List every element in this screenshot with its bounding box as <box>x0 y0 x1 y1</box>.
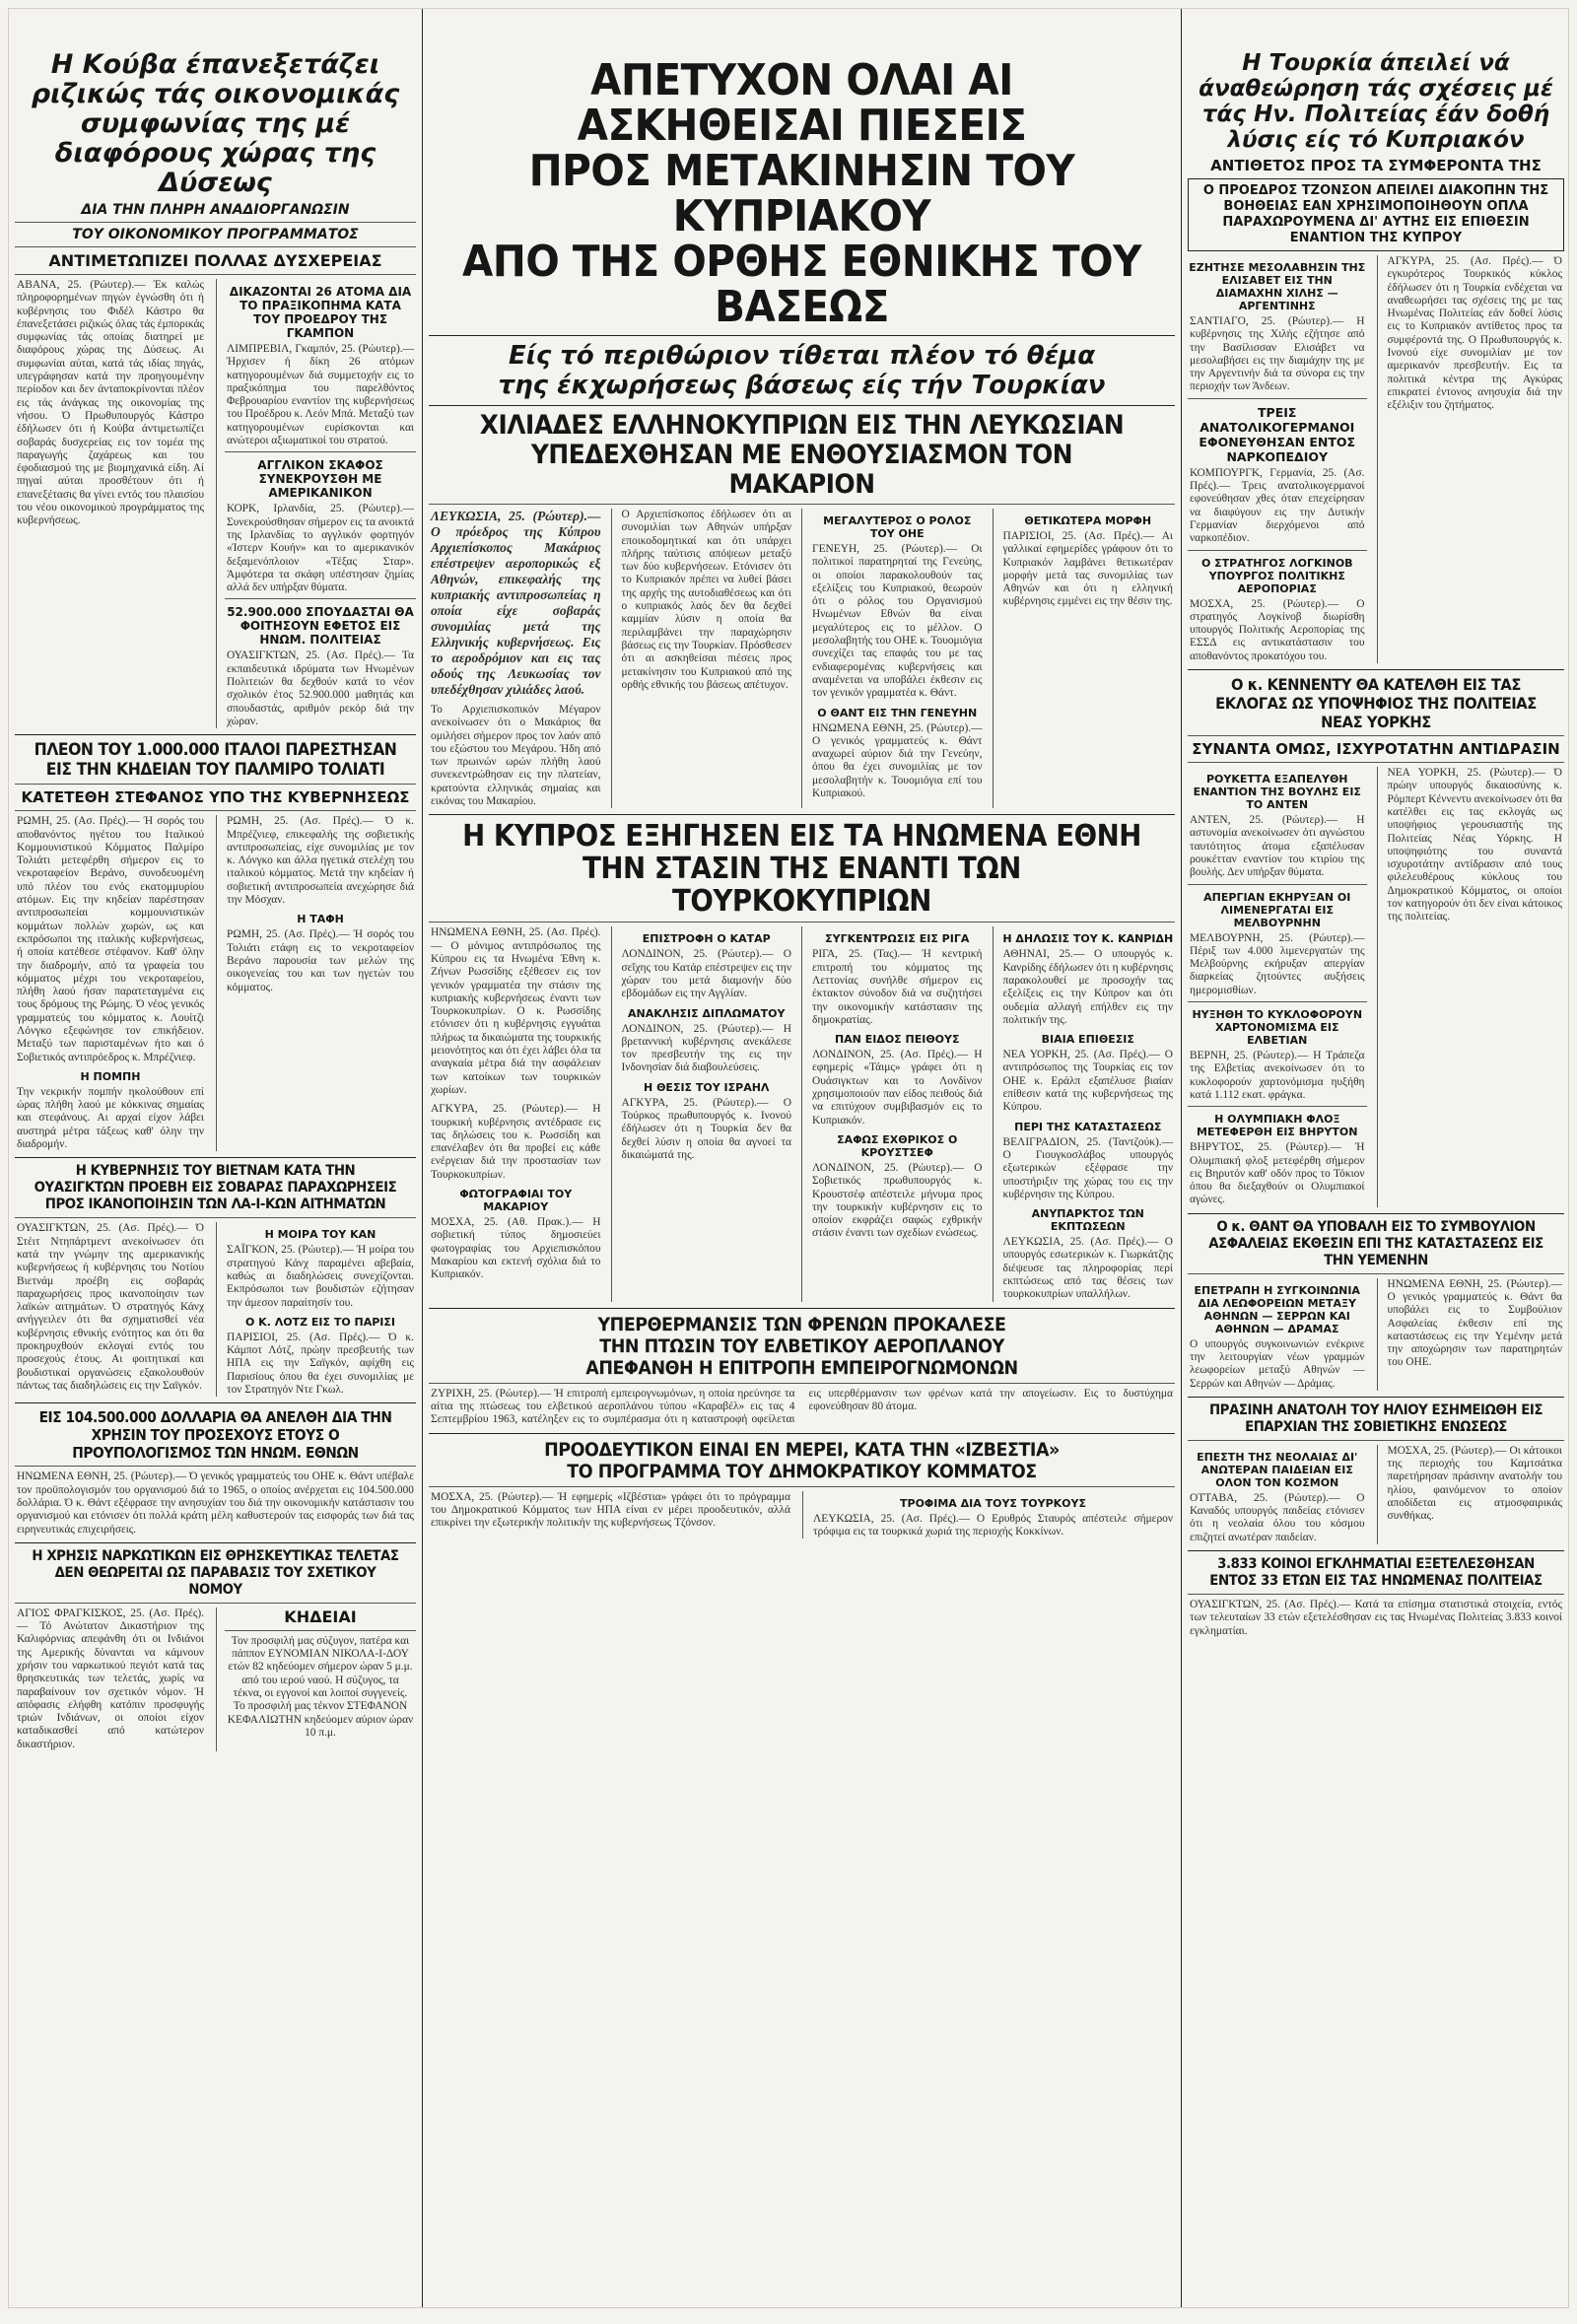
subhead-israel: Η ΘΕΣΙΣ ΤΟΥ ΙΣΡΑΗΛ <box>644 1080 770 1094</box>
subhead-anaklisis: ΑΝΑΚΛΗΣΙΣ ΔΙΠΛΩΜΑΤΟΥ <box>628 1006 786 1020</box>
article-biaia: ΝΕΑ ΥΟΡΚΗ, 25. (Ασ. Πρές).— Ο αντιπρόσωπος της Τουρκίας εις τον ΟΗΕ κ. Εράλπ εξαπέλυσε βιαίαν επίθεσιν κατά της κυβερνήσεως της Κύπρου. <box>1002 1049 1173 1114</box>
article-cyprus-un: ΗΝΩΜΕΝΑ ΕΘΝΗ, 25. (Ασ. Πρές).— Ο μόνιμος αντιπρόσωπος της Κύπρου εις τα Ηνωμένα Έθνη κ. Ζήνων Ρωσσίδης εξέθεσεν εις τον γενικόν γραμματέα την στάσιν της κυπριακής κυβερνήσεως έναντι των Τουρκοκυπρίων. Ο κ. Ρωσσίδης ετόνισεν ότι η κυβέρνησις εγγυάται πλήρως τα δικαιώματα της τουρκικής μειονότητος και ότι έχει λάβει όλα τα αναγκαία μέτρα διά την ασφάλειαν των κατοίκων των τουρκικών χωρίων. <box>431 926 601 1096</box>
togliatti-block <box>15 815 416 1151</box>
headline-kennedy-sub: ΣΥΝΑΝΤΑ ΟΜΩΣ, ΙΣΧΥΡΟΤΑΤΗΝ ΑΝΤΙΔΡΑΣΙΝ <box>1192 740 1560 759</box>
subhead-trofima: ΤΡΟΦΙΜΑ ΔΙΑ ΤΟΥΣ ΤΟΥΡΚΟΥΣ <box>900 1496 1086 1510</box>
subhead-makarios-photos: ΦΩΤΟΓΡΑΦΙΑΙ ΤΟΥ ΜΑΚΑΡΙΟΥ <box>459 1188 573 1214</box>
article-makarios-lead: ΛΕΥΚΩΣΙΑ, 25. (Ρώυτερ).— Ο πρόεδρος της Κύπρου Αρχιεπίσκοπος Μακάριος επέστρεψεν αεροπορικώς εξ Αθηνών, επικεφαλής της κυπριακής αντιπροσωπείας η οποία είχε σοβαράς συνομιλίας μετά της Ελληνικής κυβερνήσεως. Εις το αεροδρόμιον και εις τας οδούς της Λευκωσίας τον υπεδέχθησαν χιλιάδες λαού. <box>431 509 601 697</box>
box-melbourne-title: ΑΠΕΡΓΙΑΝ ΕΚΗΡΥΞΑΝ ΟΙ ΛΙΜΕΝΕΡΓΑΤΑΙ ΕΙΣ ΜΕΛΒΟΥΡΝΗΝ <box>1203 890 1351 929</box>
box-loginov-text: ΜΟΣΧΑ, 25. (Ρώυτερ).— Ο στρατηγός Λογκίνοβ διωρίσθη υπουργός Πολιτικής Αεροπορίας της ΕΣΣΔ εις αντικατάστασιν του αποθανόντος προκατόχου του. <box>1190 597 1365 662</box>
headline-turkey: Η Τουρκία άπειλεί νά άναθεώρηση τάς σχέσεις μέ τάς Ην. Πολιτείας έάν δοθή λύσις είς τό Κυπριακόν <box>1199 50 1553 153</box>
swiss-plane-headline-line2: ΤΗΝ ΠΤΩΣΙΝ ΤΟΥ ΕΛΒΕΤΙΚΟΥ ΑΕΡΟΠΛΑΝΟΥ <box>599 1334 1004 1357</box>
headline-vietnam: Η ΚΥΒΕΡΝΗΣΙΣ ΤΟΥ ΒΙΕΤΝΑΜ ΚΑΤΑ ΤΗΝ ΟΥΑΣΙΓΚΤΩΝ ΠΡΟΕΒΗ ΕΙΣ ΣΟΒΑΡΑΣ ΠΑΡΑΧΩΡΗΣΕΙΣ ΠΡΟΣ ΙΚΑΝΟΠΟΙΗΣΙΝ ΤΩΝ ΛΑ-Ι-ΚΩΝ ΑΙΤΗΜΑΤΩΝ <box>34 1163 397 1213</box>
headline-kennedy: Ο κ. ΚΕΝΝΕΝΤΥ ΘΑ ΚΑΤΕΛΘΗ ΕΙΣ ΤΑΣ ΕΚΛΟΓΑΣ ΩΣ ΥΠΟΨΗΦΙΟΣ ΤΗΣ ΠΟΛΙΤΕΙΑΣ ΝΕΑΣ ΥΟΡΚΗΣ <box>1215 675 1537 732</box>
cyprus-un-headline-line1: Η ΚΥΠΡΟΣ ΕΞΗΓΗΣΕΝ ΕΙΣ ΤΑ ΗΝΩΜΕΝΑ ΕΘΝΗ <box>462 819 1141 854</box>
vietnam-block <box>15 1222 416 1397</box>
izvestia-block <box>429 1491 1175 1539</box>
box-loginov-title: Ο ΣΤΡΑΤΗΓΟΣ ΛΟΓΚΙΝΟΒ ΥΠΟΥΡΓΟΣ ΠΟΛΙΤΙΚΗΣ ΑΕΡΟΠΟΡΙΑΣ <box>1200 556 1353 595</box>
article-riga: ΡΙΓΑ, 25. (Τας).— Ή κεντρική επιτροπή του κόμματος της Λεττονίας συνήλθε σήμερον εις έκτακτον σύνοδον διά να συζητήσει την οικονομικήν κατάστασιν της δημοκρατίας. <box>812 948 983 1026</box>
box-chile-title: ΕΖΗΤΗΣΕ ΜΕΣΟΛΑΒΗΣΙΝ ΤΗΣ ΕΛΙΣΑΒΕΤ ΕΙΣ ΤΗΝ ΔΙΑΜΑΧΗΝ ΧΙΛΗΣ — ΑΡΓΕΝΤΙΝΗΣ <box>1189 261 1366 312</box>
box-gabon-title: ΔΙΚΑΖΟΝΤΑΙ 26 ΑΤΟΜΑ ΔΙΑ ΤΟ ΠΡΑΞΙΚΟΠΗΜΑ ΚΑΤΑ ΤΟΥ ΠΡΟΕΔΡΟΥ ΤΗΣ ΓΚΑΜΠΟΝ <box>229 285 412 340</box>
subhead-morfi: ΘΕΤΙΚΩΤΕΡΑ ΜΟΡΦΗ <box>1024 514 1152 527</box>
box-swiss-money-title: ΗΥΞΗΘΗ ΤΟ ΚΥΚΛΟΦΟΡΟΥΝ ΧΑΡΤΟΝΟΜΙΣΜΑ ΕΙΣ ΕΛΒΕΤΙΑΝ <box>1192 1008 1363 1048</box>
box-johnson <box>1188 178 1564 251</box>
article-togliatti: ΡΩΜΗ, 25. (Ασ. Πρές).— Ή σορός του αποθανόντος ηγέτου του Ιταλικού Κομμουνιστικού Κόμματος Παλμίρο Τολιάτι μετεφέρθη σήμερον εις το νεκροταφείον Βεράνο, συνοδευομένη υπό πλέον του ενός εκατομμυρίου ατόμων. Εις την κηδείαν παρέστησαν αντιπροσωπείαι κομμουνιστικών κομμάτων πολλών χωρών, ως και εκπρόσωποι της ιταλικής κυβερνήσεως, ή οποία κατέθεσε στέφανον. Καθ' όλην την διαδρομήν, από τα γραφεία του κόμματος μέχρι του νεκροταφείου, πλήθη λαού ήσαν παρατεταγμένα εις τους δρόμους της Ρώμης. Ό νέος γενικός γραμματεύς του κόμματος κ. Λουίτζι Λόνγκο εξεφώνησε τον επικήδειον. Μεταξύ των παρισταμένων ήτο και ό Σοβιετικός αντιπρόεδρος κ. Μπρέζνιεφ. <box>17 815 204 1063</box>
main-subhead-line2: της έκχωρήσεως βάσεως είς τήν Τουρκίαν <box>498 371 1106 400</box>
yemen-block <box>1188 1278 1564 1391</box>
article-tafi: ΡΩΜΗ, 25. (Ασ. Πρές).— Ή σορός του Τολιάτι ετάφη εις το νεκροταφείον Βεράνο παρουσία των μελών της οικογενείας του και των ηγετών του κόμματος. <box>227 928 414 993</box>
subhead-lotz: Ο Κ. ΛΟΤΖ ΕΙΣ ΤΟ ΠΑΡΙΣΙ <box>244 1315 395 1329</box>
article-makarios-cont: Το Αρχιεπισκοπικόν Μέγαρον ανεκοίνωσεν ότι ο Μακάριος θα ομιλήσει σήμερον προς τον λαόν από του εξώστου του Μεγάρου. Ήδη από των πρωινών ωρών πλήθη λαού συνεκεντρώθησαν εις την πλατείαν, κρατούντα ελληνικάς σημαίας και εικόνας του Μακαρίου. <box>431 704 601 808</box>
subhead-un-role: ΜΕΓΑΛΥΤΕΡΟΣ Ο ΡΟΛΟΣ ΤΟΥ ΟΗΕ <box>823 514 972 540</box>
subhead-pompi: Η ΠΟΜΠΗ <box>80 1069 141 1083</box>
article-cuba: ΑΒΑΝΑ, 25. (Ρώυτερ).— Έκ καλώς πληροφορημένων πηγών έγνώσθη ότι ή κυβέρνησις του Φιδέλ Κάστρο θα έπανεξετάσει ριζικώς όλας τάς έμπορικάς συμφωνίας τάς οποίας διατηρεί με διαφόρους χώρας της Δύσεως. Αι συμφωνίαι αύται, κατά τάς ιδίας πηγάς, υπεγράφησαν κατά την προηγουμένην περίοδον και δεν άνταποκρίνονται πλέον εις τάς άνάγκας της οικονομίας της νήσου. Ό Πρωθυπουργός Κάστρο έδήλωσεν ότι ή Κούβα άντιμετωπίζει σοβαράς δυσχερείας εις τον τομέα της παραγωγής ζαχάρεως και του έφοδιασμού της με βιομηχανικά είδη. Αί πηγαί αύται προσθέτουν ότι ή επανεξέτασις θα γίνει εντός του πλαισίου του νέου οικονομικού προγράμματος της κυβερνήσεως. <box>17 279 204 527</box>
box-youth-text: ΟΤΤΑΒΑ, 25. (Ρώυτερ).— Ο Καναδός υπουργός παιδείας ετόνισεν ότι η νεολαία όλου του κόσμου επιζητεί ανωτέραν παιδείαν. <box>1190 1491 1365 1543</box>
article-brezhnev: ΡΩΜΗ, 25. (Ασ. Πρές).— Ό κ. Μπρέζνιεφ, επικεφαλής της σοβιετικής αντιπροσωπείας, είχε συνομιλίας με τον κ. Λόνγκο και άλλα ηγετικά στελέχη του ιταλικού κόμματος. Μετά την κηδείαν ή σοβιετική αντιπροσωπεία ανεχώρησε διά την Μόσχαν. <box>227 815 414 907</box>
article-vietnam: ΟΥΑΣΙΓΚΤΩΝ, 25. (Ασ. Πρές).— Ό Στέιτ Ντηπάρτμεντ ανεκοίνωσεν ότι κατά την γνώμην της αμερικανικής κυβερνήσεως ή κυβέρνησις του Νοτίου Βιετνάμ προέβη εις σοβαράς παραχωρήσεις προς ικανοποίησιν των λαϊκών αιτημάτων. Ό στρατηγός Κάνχ ανήγγειλεν ότι θα σχηματισθεί νέα κυβέρνησις εθνικής ενότητος και ότι θα προκηρυχθούν εκλογαί εντός του προσεχούς έτους. Αι φοιτητικαί και βουδιστικαί οργανώσεις εξακολουθούν πάντως τας διαδηλώσεις εις την Σαϊγκόν. <box>17 1222 204 1392</box>
article-khrushchev: ΛΟΝΔΙΝΟΝ, 25. (Ρώυτερ).— Ο Σοβιετικός πρωθυπουργός κ. Κρουστσέφ απέστειλε μήνυμα προς την τουρκικήν κυβέρνησιν εις το οποίον εκφράζει σαφώς εχθρικήν στάσιν έναντι των σχεδίων ενώσεως. <box>812 1161 983 1240</box>
headline-cuba-sub2: ΤΟΥ ΟΙΚΟΝΟΜΙΚΟΥ ΠΡΟΓΡΑΜΜΑΤΟΣ <box>72 227 359 242</box>
article-anaklisis: ΛΟΝΔΙΝΟΝ, 25. (Ρώυτερ).— Η βρεταννική κυβέρνησις ανεκάλεσε τον πρεσβευτήν της εις την Ινδονησίαν διά διαβουλεύσεις. <box>621 1022 791 1074</box>
subhead-thant-geneva: Ο ΘΑΝΤ ΕΙΣ ΤΗΝ ΓΕΝΕΥΗΝ <box>817 706 978 719</box>
headline-thant-yemen: Ο κ. ΘΑΝΤ ΘΑ ΥΠΟΒΑΛΗ ΕΙΣ ΤΟ ΣΥΜΒΟΥΛΙΟΝ ΑΣΦΑΛΕΙΑΣ ΕΚΘΕΣΙΝ ΕΠΙ ΤΗΣ ΚΑΤΑΣΤΑΣΕΩΣ ΕΙΣ ΤΗΝ ΥΕΜΕΝΗΝ <box>1208 1218 1543 1268</box>
subhead-katastasi: ΠΕΡΙ ΤΗΣ ΚΑΤΑΣΤΑΣΕΩΣ <box>1014 1120 1162 1133</box>
main-headline-line1: ΑΠΕΤΥΧΟΝ ΟΛΑΙ ΑΙ ΑΣΚΗΘΕΙΣΑΙ ΠΙΕΣΕΙΣ <box>577 55 1027 151</box>
box-olympic-flame-text: ΒΗΡΥΤΟΣ, 25. (Ρώυτερ).— Ή Ολυμπιακή φλοξ μετεφέρθη σήμερον εις Βηρυτόν καθ' οδόν προς το Τόκιον όπου θα διεξαχθούν οι Ολυμπιακοί αγώνες. <box>1190 1141 1365 1206</box>
narcotics-block <box>15 1607 416 1751</box>
box-ship-text: ΚΟΡΚ, Ιρλανδία, 25. (Ρώυτερ).— Συνεκρούσθησαν σήμερον εις τα ανοικτά της Ιρλανδίας το αγγλικόν φορτηγόν «Ίστερν Κουήν» και το αμερικανικόν δεξαμενόπλοιον «Τέξας Σταρ». Άμφότερα τα σκάφη υπέστησαν ζημίας αλλά δεν υπήρξαν θύματα. <box>227 503 414 594</box>
second-headline-line1: ΧΙΛΙΑΔΕΣ ΕΛΛΗΝΟΚΥΠΡΙΩΝ ΕΙΣ ΤΗΝ ΛΕΥΚΩΣΙΑΝ <box>479 410 1125 441</box>
cyprus-un-block <box>429 926 1175 1301</box>
article-moira: ΣΑΪΓΚΟΝ, 25. (Ρώυτερ).— Ή μοίρα του στρατηγού Κάνχ παραμένει αβεβαία, καθώς αι διαδηλώσεις συνεχίζονται. Εκπρόσωποι των βουδιστών εζήτησαν την άμεσον παραίτησίν του. <box>227 1244 414 1309</box>
box-students-text: ΟΥΑΣΙΓΚΤΩΝ, 25. (Ασ. Πρές).— Τα εκπαιδευτικά ιδρύματα των Ηνωμένων Πολιτειών θα δεχθούν κατά το νέον σχολικόν έτος 52.900.000 μαθητάς και σπουδαστάς, αριθμόν ρεκόρ διά την χώραν. <box>227 649 414 727</box>
box-johnson-text: Ο ΠΡΟΕΔΡΟΣ ΤΖΟΝΣΟΝ ΑΠΕΙΛΕΙ ΔΙΑΚΟΠΗΝ ΤΗΣ ΒΟΗΘΕΙΑΣ ΕΑΝ ΧΡΗΣΙΜΟΠΟΙΗΘΟΥΝ ΟΠΛΑ ΠΑΡΑΧΩΡΟΥΜΕΝΑ ΔΙ' ΑΥΤΗΣ ΕΙΣ ΕΠΙΘΕΣΙΝ ΕΝΑΝΤΙΟΝ ΤΗΣ ΚΥΠΡΟΥ <box>1202 183 1549 245</box>
izvestia-headline-line1: ΠΡΟΟΔΕΥΤΙΚΟΝ ΕΙΝΑΙ ΕΝ ΜΕΡΕΙ, ΚΑΤΑ ΤΗΝ «ΙΖΒΕΣΤΙΑ» <box>544 1438 1060 1461</box>
izvestia-headline-line2: ΤΟ ΠΡΟΓΡΑΜΜΑ ΤΟΥ ΔΗΜΟΚΡΑΤΙΚΟΥ ΚΟΜΜΑΤΟΣ <box>567 1460 1037 1482</box>
article-makarios-photos: ΜΟΣΧΑ, 25. (Αθ. Πρακ.).— Η σοβιετική τύπος δημοσιεύει φωτογραφίας του Αρχιεπισκόπου Μακαρίου και εκτενή σχόλια διά το Κυπριακόν. <box>431 1216 601 1281</box>
main-headline-line2: ΠΡΟΣ ΜΕΤΑΚΙΝΗΣΙΝ ΤΟΥ ΚΥΠΡΙΑΚΟΥ <box>528 146 1075 241</box>
article-ekptoseis: ΛΕΥΚΩΣΙΑ, 25. (Ασ. Πρές).— Ο υπουργός εσωτερικών κ. Γιωρκάτζης διέψευσε τας πληροφορίας περί εκπτώσεως από τας θέσεις των τουρκοκυπρίων υπαλλήλων. <box>1002 1236 1173 1301</box>
cuba-block <box>15 279 416 728</box>
article-trofima: ΛΕΥΚΩΣΙΑ, 25. (Ασ. Πρές).— Ο Ερυθρός Σταυρός απέστειλε σήμερον τρόφιμα εις τα τουρκικά χωριά της περιοχής Κοκκίνων. <box>813 1512 1173 1538</box>
box-gabon-text: ΛΙΜΠΡΕΒΙΛ, Γκαμπόν, 25. (Ρώυτερ).— Ήρχισεν ή δίκη 26 ατόμων κατηγορουμένων διά συμμετοχήν εις το πραξικόπημα του παρελθόντος Φεβρουαρίου εναντίον της κυβερνήσεως του Προέδρου κ. Λεόν Μπά. Μεταξύ των κατηγορουμένων ευρίσκονται και ανώτεροι αξιωματικοί του στρατού. <box>227 343 414 447</box>
box-east-germans-text: ΚΟΜΠΟΥΡΓΚ, Γερμανία, 25. (Ασ. Πρές).— Τρεις ανατολικογερμανοί εφονεύθησαν χθες όταν επεχείρησαν να διαφύγουν εις την Δυτικήν Γερμανίαν διερχόμενοι από ναρκοπέδιον. <box>1190 466 1365 545</box>
box-swiss-money-text: ΒΕΡΝΗ, 25. (Ρώυτερ).— Η Τράπεζα της Ελβετίας ανεκοίνωσεν ότι το κυκλοφορούν χαρτονόμισμα ηυξήθη κατά 1.112 εκατ. φράγκα. <box>1190 1050 1365 1101</box>
box-buses-title: ΕΠΕΤΡΑΠΗ Η ΣΥΓΚΟΙΝΩΝΙΑ ΔΙΑ ΛΕΩΦΟΡΕΙΩΝ ΜΕΤΑΞΥ ΑΘΗΝΩΝ — ΣΕΡΡΩΝ ΚΑΙ ΑΘΗΝΩΝ — ΔΡΑΜΑΣ <box>1194 1283 1360 1335</box>
left-column <box>9 9 423 2307</box>
cyprus-un-headline-line2: ΤΗΝ ΣΤΑΣΙΝ ΤΗΣ ΕΝΑΝΤΙ ΤΩΝ ΤΟΥΡΚΟΚΥΠΡΙΩΝ <box>583 852 1021 920</box>
article-thant-yemen: ΗΝΩΜΕΝΑ ΕΘΝΗ, 25. (Ρώυτερ).— Ο γενικός γραμματεύς κ. Θάντ θα υποβάλει εις το Συμβούλιον Ασφαλείας έκθεσιν επί της καταστάσεως εις την Υεμένην μετά την αποχώρησιν των παρατηρητών του ΟΗΕ. <box>1387 1277 1562 1369</box>
article-ankara-reaction: ΑΓΚΥΡΑ, 25. (Ρώυτερ).— Η τουρκική κυβέρνησις αντέδρασε εις τας δηλώσεις του κ. Ρωσσίδη και επανέλαβεν ότι θα προβεί εις κάθε ενέργειαν διά την προστασίαν των Τουρκοκυπρίων. <box>431 1103 601 1181</box>
right-column <box>1182 9 1570 2307</box>
box-aden-text: ΑΝΤΕΝ, 25. (Ρώυτερ).— Η αστυνομία ανεκοίνωσεν ότι αγνώστου ταυτότητος άτομα εξαπέλυσαν ρουκέτταν εναντίον του κτιρίου της βουλής. Δεν υπήρξαν θύματα. <box>1190 814 1365 879</box>
article-lotz: ΠΑΡΙΣΙΟΙ, 25. (Ασ. Πρές).— Ό κ. Κάμποτ Λότζ, πρώην πρεσβευτής των ΗΠΑ εις την Σαϊγκόν, αφίχθη εις Παρισίους όπου θα έχει συνομιλίας με τον Στρατηγόν Ντε Γκωλ. <box>227 1331 414 1397</box>
subhead-riga: ΣΥΓΚΕΝΤΡΩΣΙΣ ΕΙΣ ΡΙΓΑ <box>825 932 970 946</box>
article-kanridis: ΑΘΗΝΑΙ, 25.— Ο υπουργός κ. Κανρίδης έδήλωσεν ότι η κυβέρνησις παρακολουθεί με προσοχήν τας εξελίξεις εις την Κύπρον και ότι ουδεμία αλλαγή επήλθεν εις την πολιτικήν της. <box>1002 948 1173 1026</box>
newspaper-page <box>8 8 1569 2308</box>
article-katar: ΛΟΝΔΙΝΟΝ, 25. (Ρώυτερ).— Ο σεΐχης του Κατάρ επέστρεψεν εις την χώραν του μετά διαμονήν δύο εβδομάδων εις την Αγγλίαν. <box>621 948 791 1000</box>
subhead-tafi: Η ΤΑΦΗ <box>297 913 344 926</box>
sunrise-block <box>1188 1445 1564 1544</box>
subhead-pan-eidos: ΠΑΝ ΕΙΔΟΣ ΠΕΙΘΟΥΣ <box>834 1033 960 1047</box>
second-headline-line2: ΥΠΕΔΕΧΘΗΣΑΝ ΜΕ ΕΝΘΟΥΣΙΑΣΜΟΝ ΤΟΝ ΜΑΚΑΡΙΟΝ <box>530 440 1073 500</box>
headline-cuba: Η Κούβα έπανεξετάζει ριζικώς τάς οικονομικάς συμφωνίας της μέ διαφόρους χώρας της Δύσεως <box>31 49 400 198</box>
box-students-title: 52.900.000 ΣΠΟΥΔΑΣΤΑΙ ΘΑ ΦΟΙΤΗΣΟΥΝ ΕΦΕΤΟΣ ΕΙΣ ΗΝΩΜ. ΠΟΛΙΤΕΙΑΣ <box>227 605 414 648</box>
box-melbourne-text: ΜΕΛΒΟΥΡΝΗ, 25. (Ρώυτερ).— Πέριξ των 4.000 λιμενεργατών της Μελβούρνης εκήρυξαν απεργίαν διαρκείας ζητούντες αυξήσεις ημερομισθίων. <box>1190 931 1365 996</box>
headline-narcotics: Η ΧΡΗΣΙΣ ΝΑΡΚΩΤΙΚΩΝ ΕΙΣ ΘΡΗΣΚΕΥΤΙΚΑΣ ΤΕΛΕΤΑΣ ΔΕΝ ΘΕΩΡΕΙΤΑΙ ΩΣ ΠΑΡΑΒΑΣΙΣ ΤΟΥ ΣΧΕΤΙΚΟΥ ΝΟΜΟΥ <box>32 1547 399 1598</box>
subhead-khrushchev: ΣΑΦΩΣ ΕΧΘΡΙΚΟΣ Ο ΚΡΟΥΣΤΣΕΦ <box>837 1132 958 1159</box>
headline-togliatti-sub: ΚΑΤΕΤΕΘΗ ΣΤΕΦΑΝΟΣ ΥΠΟ ΤΗΣ ΚΥΒΕΡΝΗΣΕΩΣ <box>21 788 410 807</box>
box-youth-title: ΕΠΕΣΤΗ ΤΗΣ ΝΕΟΛΑΙΑΣ ΔΙ' ΑΝΩΤΕΡΑΝ ΠΑΙΔΕΙΑΝ ΕΙΣ ΟΛΟΝ ΤΟΝ ΚΟΣΜΟΝ <box>1197 1450 1358 1489</box>
main-subhead-line1: Είς τό περιθώριον τίθεται πλέον τό θέμα <box>508 341 1096 371</box>
headline-cuba-sub3: ΑΝΤΙΜΕΤΩΠΙΖΕΙ ΠΟΛΛΑΣ ΔΥΣΧΕΡΕΙΑΣ <box>48 251 382 270</box>
article-pompi: Την νεκρικήν πομπήν ηκολούθουν επί ώρας πλήθη λαού με κόκκινας σημαίας και στεφάνους. Αι αρχαί είχον λάβει αυστηρά μέτρα τάξεως καθ' όλην την διαδρομήν. <box>17 1085 204 1151</box>
box-buses-text: Ο υπουργός συγκοινωνιών ενέκρινε την λειτουργίαν νέων γραμμών λεωφορείων μεταξύ Αθηνών — Σερρών και Αθηνών — Δράμας. <box>1190 1337 1365 1390</box>
article-thant-geneva: ΗΝΩΜΕΝΑ ΕΘΝΗ, 25. (Ρώυτερ).— Ο γενικός γραμματεύς κ. Θάντ αναχωρεί αύριον διά την Γενεύην, όπου θα έχει συνομιλίας με τον μεσολαβητήν κ. Τουομιόγια επί του Κυπριακού. <box>812 721 983 800</box>
headline-green-sunrise: ΠΡΑΣΙΝΗ ΑΝΑΤΟΛΗ ΤΟΥ ΗΛΙΟΥ ΕΣΗΜΕΙΩΘΗ ΕΙΣ ΕΠΑΡΧΙΑΝ ΤΗΣ ΣΟΒΙΕΤΙΚΗΣ ΕΝΩΣΕΩΣ <box>1208 1401 1543 1435</box>
headline-executions: 3.833 ΚΟΙΝΟΙ ΕΓΚΛΗΜΑΤΙΑΙ ΕΞΕΤΕΛΕΣΘΗΣΑΝ ΕΝΤΟΣ 33 ΕΤΩΝ ΕΙΣ ΤΑΣ ΗΝΩΜΕΝΑΣ ΠΟΛΙΤΕΙΑΣ <box>1209 1556 1543 1590</box>
article-turkey: ΑΓΚΥΡΑ, 25. (Ασ. Πρές).— Ό εγκυρότερος Τουρκικός κύκλος έδήλωσεν ότι η Τουρκία ενδέχεται να αναθεωρήσει τας σχέσεις της με τας Ηνωμένας Πολιτείας εάν δοθεί λύσις εις το Κυπριακόν αντίθετος προς τα συμφέροντά της. Ο Πρωθυπουργός κ. Ινονού είχε συνομιλίαν με τον αμερικανόν πρεσβευτήν. Εις τα πολιτικά κέντρα της Αγκύρας επικρατεί έντονος ανησυχία διά την εξέλιξιν του ζητήματος. <box>1387 255 1562 412</box>
swiss-plane-headline-line3: ΑΠΕΦΑΝΘΗ Η ΕΠΙΤΡΟΠΗ ΕΜΠΕΙΡΟΓΝΩΜΟΝΩΝ <box>585 1356 1018 1379</box>
box-east-germans-title: ΤΡΕΙΣ ΑΝΑΤΟΛΙΚΟΓΕΡΜΑΝΟΙ ΕΦΟΝΕΥΘΗΣΑΝ ΕΝΤΟΣ ΝΑΡΚΟΠΕΔΙΟΥ <box>1199 404 1356 464</box>
article-pan-eidos: ΛΟΝΔΙΝΟΝ, 25. (Ασ. Πρές).— Η εφημερίς «Τάιμς» γράφει ότι η Ουάσιγκτων και το Λονδίνον χρησιμοποιούν παν είδος πειθούς διά να επιτύχουν συμβιβασμόν εις το Κυπριακόν. <box>812 1049 983 1127</box>
box-funerals-text: Τον προσφιλή μας σύζυγον, πατέρα και πάππον ΕΥΝΟΜΙΑΝ ΝΙΚΟΛΑ-Ι-ΔΟΥ ετών 82 κηδεύομεν σήμερον ώραν 5 μ.μ. από του ιερού ναού. Η σύζυγος, τα τέκνα, οι εγγονοί και λοιποί συγγενείς. Το προσφιλή μας τέκνον ΣΤΕΦΑΝΟΝ ΚΕΦΑΛΙΩΤΗΝ κηδεύομεν αύριον ώραν 10 π.μ. <box>227 1634 414 1739</box>
article-izvestia: ΜΟΣΧΑ, 25. (Ρώυτερ).— Ή εφημερίς «Ιζβέστια» γράφει ότι το πρόγραμμα του Δημοκρατικού Κόμματος των ΗΠΑ είναι εν μέρει προοδευτικόν, αλλά επικρίνει την εξωτερικήν πολιτικήν της κυβερνήσεως Τζόνσον. <box>431 1490 790 1530</box>
makarios-block <box>429 509 1175 808</box>
middle-section <box>423 9 1182 2307</box>
kennedy-block <box>1188 767 1564 1207</box>
subhead-moira: Η ΜΟΙΡΑ ΤΟΥ ΚΑΝ <box>264 1228 377 1242</box>
article-swiss-plane: ΖΥΡΙΧΗ, 25. (Ρώυτερ).— Ή επιτροπή εμπειρογνωμόνων, η οποία ηρεύνησε τα αίτια της πτώσεως του ελβετικού αεροπλάνου τύπου «Καραβέλ» εις τας 4 Σεπτεμβρίου 1963, κατέληξεν εις το συμπέρασμα ότι η καταστροφή οφείλεται εις υπερθέρμανσιν των φρένων κατά την απογείωσιν. Εις το δυστύχημα εφονεύθησαν 80 άτομα. <box>431 1387 1173 1426</box>
swiss-plane-headline-line1: ΥΠΕΡΘΕΡΜΑΝΣΙΣ ΤΩΝ ΦΡΕΝΩΝ ΠΡΟΚΑΛΕΣΕ <box>597 1313 1006 1335</box>
subhead-kanridis: Η ΔΗΛΩΣΙΣ ΤΟΥ Κ. ΚΑΝΡΙΔΗ <box>1002 932 1174 946</box>
main-headline-line3: ΑΠΟ ΤΗΣ ΟΡΘΗΣ ΕΘΝΙΚΗΣ ΤΟΥ ΒΑΣΕΩΣ <box>462 237 1141 332</box>
headline-turkey-sub: ΑΝΤΙΘΕΤΟΣ ΠΡΟΣ ΤΑ ΣΥΜΦΕΡΟΝΤΑ ΤΗΣ <box>1210 157 1542 174</box>
subhead-biaia: ΒΙΑΙΑ ΕΠΙΘΕΣΙΣ <box>1041 1033 1134 1047</box>
box-olympic-flame-title: Η ΟΛΥΜΠΙΑΚΗ ΦΛΟΞ ΜΕΤΕΦΕΡΘΗ ΕΙΣ ΒΗΡΥΤΟΝ <box>1197 1113 1358 1139</box>
article-israel: ΑΓΚΥΡΑ, 25. (Ρώυτερ).— Ο Τούρκος πρωθυπουργός κ. Ινονού έδήλωσεν ότι η Τουρκία δεν θα δεχθεί λύσιν η οποία θα αγνοεί τα δικαιώματά της. <box>621 1096 791 1161</box>
headline-un-budget: ΕΙΣ 104.500.000 ΔΟΛΛΑΡΙΑ ΘΑ ΑΝΕΛΘΗ ΔΙΑ ΤΗΝ ΧΡΗΣΙΝ ΤΟΥ ΠΡΟΣΕΧΟΥΣ ΕΤΟΥΣ Ο ΠΡΟΥΠΟΛΟΓΙΣΜΟΣ ΤΩΝ ΗΝΩΜ. ΕΘΝΩΝ <box>38 1408 392 1463</box>
box-funerals-title: ΚΗΔΕΙΑΙ <box>284 1606 357 1626</box>
subhead-ekptoseis: ΑΝΥΠΑΡΚΤΟΣ ΤΩΝ ΕΚΠΤΩΣΕΩΝ <box>1031 1207 1144 1234</box>
headline-togliatti: ΠΛΕΟΝ ΤΟΥ 1.000.000 ΙΤΑΛΟΙ ΠΑΡΕΣΤΗΣΑΝ ΕΙΣ ΤΗΝ ΚΗΔΕΙΑΝ ΤΟΥ ΠΑΛΜΙΡΟ ΤΟΛΙΑΤΙ <box>34 740 397 781</box>
article-kennedy: ΝΕΑ ΥΟΡΚΗ, 25. (Ρώυτερ).— Ό πρώην υπουργός δικαιοσύνης κ. Ρόμπερτ Κέννεντυ ανεκοίνωσεν ότι θα κατέλθει εις τας εκλογάς ως υποψήφιος γερουσιαστής της Πολιτείας Νέας Υόρκης. Η υποψηφιότης του συναντά ισχυροτάτην αντίδρασιν από τους φιλελευθέρους κύκλους του Δημοκρατικού Κόμματος, οι οποίοι τον κατηγορούν ότι δεν είναι κάτοικος της πολιτείας. <box>1387 767 1562 923</box>
article-makarios-main: Ο Αρχιεπίσκοπος έδήλωσεν ότι αι συνομιλίαι των Αθηνών υπήρξαν εποικοδομητικαί και ότι υπάρχει πλήρης ταύτισις απόψεων μεταξύ των δύο κυβερνήσεων. Ετόνισεν ότι το Κυπριακόν πρέπει να λυθεί βάσει της αρχής της αυτοδιαθέσεως και ότι ο κυπριακός λαός δεν θα δεχθεί καμμίαν λύσιν η οποία θα περιλαμβάνει την παραχώρησιν βάσεως εις την Τουρκίαν. Πρόσθεσεν ότι αι ασκηθείσαι πιέσεις προς μετακίνησιν του Κυπριακού από της ορθής εθνικής του βάσεως απέτυχον. <box>621 509 791 691</box>
article-narcotics: ΑΓΙΟΣ ΦΡΑΓΚΙΣΚΟΣ, 25. (Ασ. Πρές).— Τό Ανώτατον Δικαστήριον της Καλιφόρνιας απεφάνθη ότι οι Ινδιάνοι της Αμερικής δύνανται να κάμνουν χρήσιν του ναρκωτικού πεγιότ κατά τας θρησκευτικάς των τελετάς, χωρίς να παραβαίνουν τον σχετικόν νόμον. Ή απόφασις ελήφθη κατόπιν προσφυγής τριών Ινδιάνων, οι οποίοι είχον καταδικασθεί από κατώτερον δικαστήριον. <box>17 1606 204 1750</box>
article-un-budget: ΗΝΩΜΕΝΑ ΕΘΝΗ, 25. (Ρώυτερ).— Ό γενικός γραμματεύς του ΟΗΕ κ. Θάντ υπέβαλε τον προϋπολογισμόν του οργανισμού διά το 1965, ο οποίος ανέρχεται εις 104.500.000 δολλάρια. Ό κ. Θάντ εξέφρασε την ανησυχίαν του διά την οικονομικήν κατάστασιν του οργανισμού και ετόνισεν ότι πολλά κράτη μέλη καθυστερούν τας εισφοράς των διά τας ειρηνευτικάς επιχειρήσεις. <box>17 1470 414 1536</box>
box-aden-title: ΡΟΥΚΕΤΤΑ ΕΞΑΠΕΛΥΘΗ ΕΝΑΝΤΙΟΝ ΤΗΣ ΒΟΥΛΗΣ ΕΙΣ ΤΟ ΑΝΤΕΝ <box>1193 773 1361 812</box>
box-ship-title: ΑΓΓΛΙΚΟΝ ΣΚΑΦΟΣ ΣΥΝΕΚΡΟΥΣΘΗ ΜΕ ΑΜΕΡΙΚΑΝΙΚΟΝ <box>257 458 383 501</box>
subhead-katar: ΕΠΙΣΤΡΟΦΗ Ο ΚΑΤΑΡ <box>642 932 771 946</box>
article-executions: ΟΥΑΣΙΓΚΤΩΝ, 25. (Ασ. Πρές).— Κατά τα επίσημα στατιστικά στοιχεία, εντός των τελευταίων 33 ετών εξετελέσθησαν εις τας Ηνωμένας Πολιτείας 3.833 κοινοί εγκληματίαι. <box>1190 1599 1562 1637</box>
turkey-block <box>1188 255 1564 663</box>
article-un-role: ΓΕΝΕΥΗ, 25. (Ρώυτερ).— Οι πολιτικοί παρατηρηταί της Γενεύης, οι οποίοι παρακολουθούν τας εξελίξεις του Κυπριακού, θεωρούν ότι ο ρόλος του Οργανισμού Ηνωμένων Εθνών θα είναι μεγαλύτερος εις το μέλλον. Ο μεσολαβητής του ΟΗΕ κ. Τουομιόγια συνεχίζει τας επαφάς του με τας ενδιαφερομένας κυβερνήσεις και αναμένεται να υποβάλει έκθεσιν εις τον γενικόν γραμματέα κ. Θάντ. <box>812 543 983 700</box>
box-chile-text: ΣΑΝΤΙΑΓΟ, 25. (Ρώυτερ).— Η κυβέρνησις της Χιλής εζήτησε από την Βασίλισσαν Ελισάβετ να μεσολαβήσει εις την διαμάχην της με την Αργεντινήν διά τα σύνορα εις την περιοχήν των Άνδεων. <box>1190 315 1365 393</box>
article-morfi: ΠΑΡΙΣΙΟΙ, 25. (Ασ. Πρές).— Αι γαλλικαί εφημερίδες γράφουν ότι το Κυπριακόν λαμβάνει θετικωτέραν μορφήν μετά τας συνομιλίας των Αθηνών και ότι η ελληνική κυβέρνησις εμμένει εις την θέσιν της. <box>1002 530 1173 608</box>
article-green-sunrise: ΜΟΣΧΑ, 25. (Ρώυτερ).— Οι κάτοικοι της περιοχής του Καμτσάτκα παρετήρησαν πράσινην ανατολήν του ηλίου, φαινόμενον το οποίον αποδίδεται εις ατμοσφαιρικάς συνθήκας. <box>1387 1444 1562 1523</box>
headline-cuba-sub1: ΔΙΑ ΤΗΝ ΠΛΗΡΗ ΑΝΑΔΙΟΡΓΑΝΩΣΙΝ <box>81 202 350 218</box>
article-katastasi: ΒΕΛΙΓΡΑΔΙΟΝ, 25. (Ταντζούκ).— Ο Γιουγκοσλάβος υπουργός εξωτερικών εξέφρασε την υποστήριξιν της χώρας του εις την κυβέρνησιν της Κύπρου. <box>1002 1135 1173 1200</box>
